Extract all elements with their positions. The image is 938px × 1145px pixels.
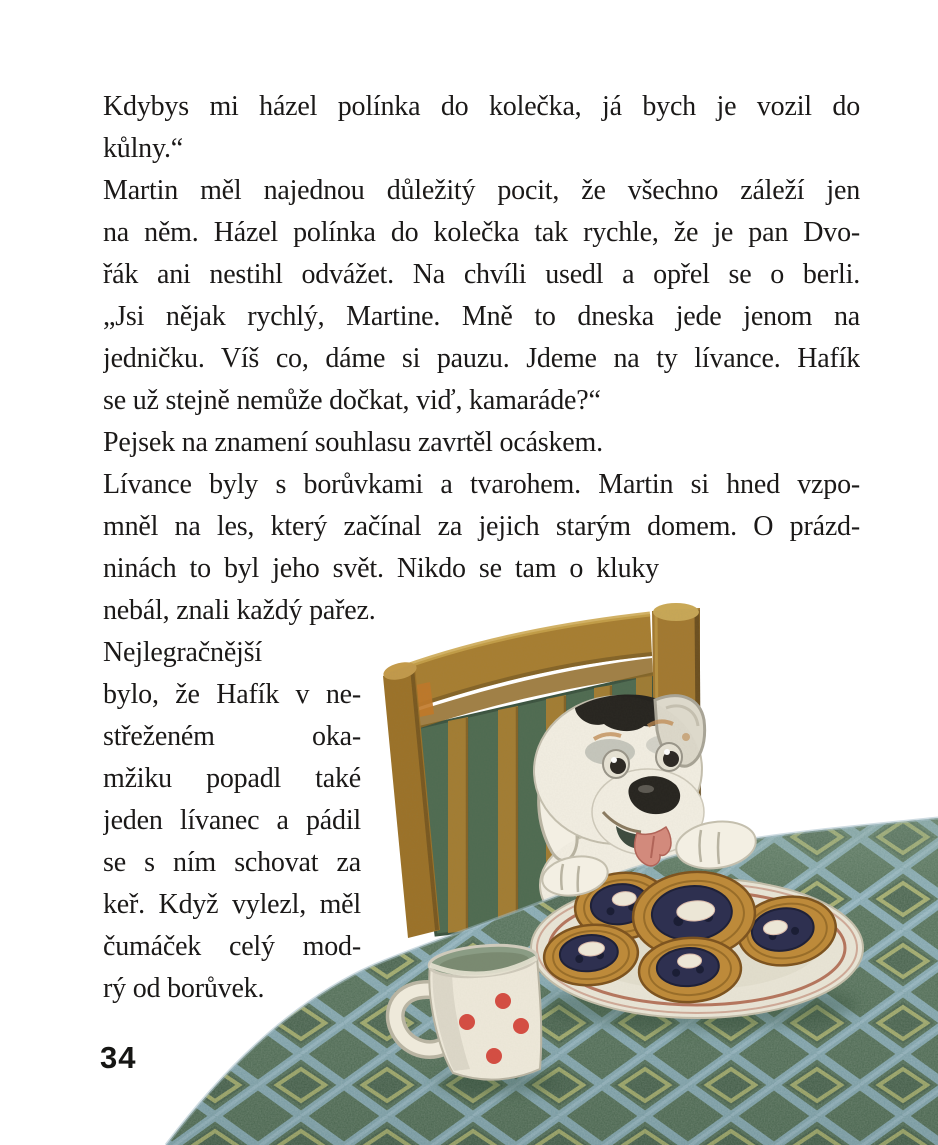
text-line: rý od borůvek. (103, 973, 265, 1004)
text-line: jeden lívanec a pádil (103, 805, 361, 836)
text-line: Pejsek na znamení souhlasu zavrtěl ocáskem. (103, 427, 603, 458)
text-line: kůlny.“ (103, 133, 183, 164)
page-number: 34 (100, 1040, 137, 1075)
text-line: na něm. Házel polínka do kolečka tak rychle, že je pan Dvo- (103, 217, 860, 248)
text-line: Kdybys mi házel polínka do kolečka, já bych je vozil do (103, 91, 860, 122)
text-line: čumáček celý mod- (103, 931, 361, 962)
story-text (103, 86, 860, 1010)
text-line: se s ním schovat za (103, 847, 361, 878)
text-line: nebál, znali každý pařez. (103, 595, 376, 626)
text-line: řák ani nestihl odvážet. Na chvíli usedl a opřel se o berli. (103, 259, 860, 290)
text-line: keř. Když vylezl, měl (103, 889, 361, 920)
text-line: Martin měl najednou důležitý pocit, že všechno záleží jen (103, 175, 860, 206)
text-line: bylo, že Hafík v ne- (103, 679, 361, 710)
text-line: „Jsi nějak rychlý, Martine. Mně to dneska jede jenom na (103, 301, 860, 332)
text-line: Nejlegračnější (103, 637, 262, 668)
text-line: se už stejně nemůže dočkat, viď, kamaráde?“ (103, 385, 601, 416)
text-line: střeženém oka- (103, 721, 361, 752)
text-line: mněl na les, který začínal za jejich starým domem. O prázd- (103, 511, 860, 542)
text-line: Lívance byly s borůvkami a tvarohem. Martin si hned vzpo- (103, 469, 860, 500)
text-line: jedničku. Víš co, dáme si pauzu. Jdeme na ty lívance. Hafík (103, 343, 860, 374)
text-line: mžiku popadl také (103, 763, 361, 794)
text-line: ninách to byl jeho svět. Nikdo se tam o kluky (103, 553, 659, 584)
